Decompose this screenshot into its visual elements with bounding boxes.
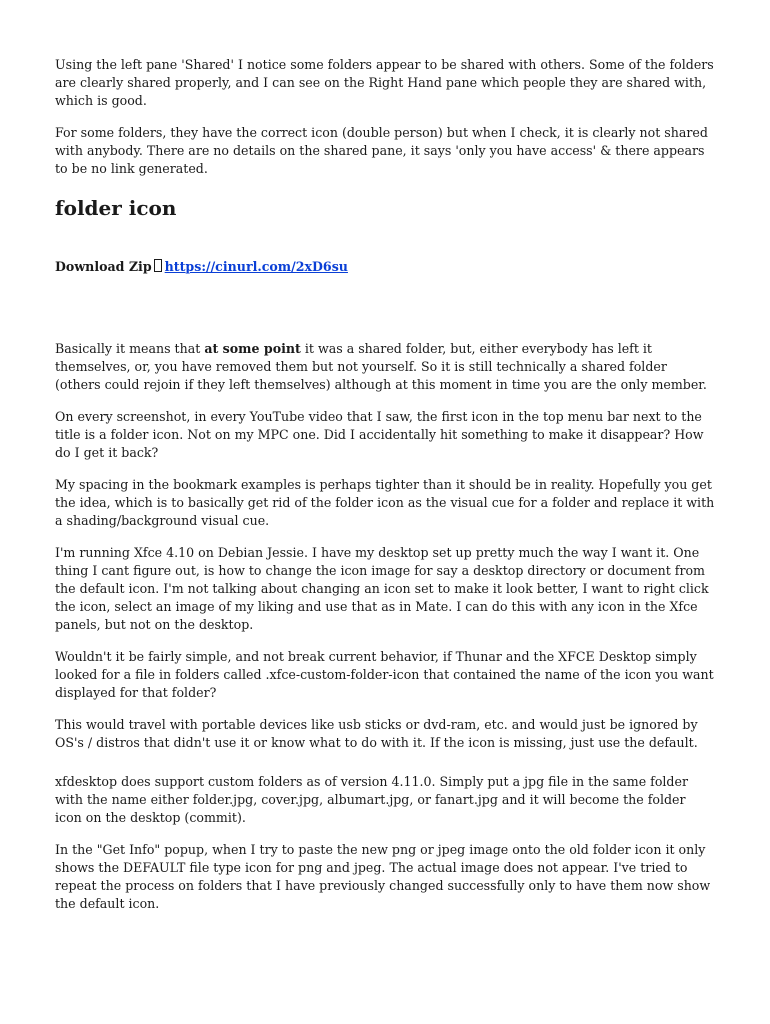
paragraph-bookmark-spacing: My spacing in the bookmark examples is perhaps tighter than it should be in reality. Hopefully you get the idea, which is to basically get rid of the folder icon as the visual cue for a folder and replace it with a shading/background visual cue. [55,477,715,528]
paragraph-xfce: I'm running Xfce 4.10 on Debian Jessie. I have my desktop set up pretty much the way I want it. One thing I cant figure out, is how to change the icon image for say a desktop directory or document from the default icon. I'm not talking about changing an icon set to make it look better, I want to right click the icon, select an image of my liking and use that as in Mate. I can do this with any icon in the Xfce panels, but not on the desktop. [55,545,709,632]
paragraph-get-info: In the "Get Info" popup, when I try to paste the new png or jpeg image onto the old folder icon it only shows the DEFAULT file type icon for png and jpeg. The actual image does not appear. I've tried to repeat the process on folders that I have previously changed successfully only to have them now show the default icon. [55,842,711,911]
paragraph-portable-devices: This would travel with portable devices like usb sticks or dvd-ram, etc. and would just be ignored by OS's / distros that didn't use it or know what to do with it. If the icon is missing, just use the default. [55,717,698,750]
paragraph-youtube: On every screenshot, in every YouTube video that I saw, the first icon in the top menu bar next to the title is a folder icon. Not on my MPC one. Did I accidentally hit something to make it disappear? How do I get it back? [55,409,704,460]
document-body [55,56,715,913]
p3-bold: at some point [204,341,301,356]
paragraph-shared-pane: Using the left pane 'Shared' I notice some folders appear to be shared with others. Some of the folders are clearly shared properly, and I can see on the Right Hand pane which people they are shared with, which is good. [55,57,714,108]
p3-text-after: it was a shared folder, but, either everybody has left it themselves, or, you have removed them but not yourself. So it is still technically a shared folder (others could rejoin if they left themselves) although at this moment in time you are the only member. [55,341,707,392]
paragraph-thunar: Wouldn't it be fairly simple, and not break current behavior, if Thunar and the XFCE Desktop simply looked for a file in folders called .xfce-custom-folder-icon that contained the name of the icon you want displayed for that folder? [55,649,714,700]
p3-text-before: Basically it means that [55,341,205,356]
link-glyph-icon [154,259,162,272]
paragraph-correct-icon: For some folders, they have the correct icon (double person) but when I check, it is clearly not shared with anybody. There are no details on the shared pane, it says 'only you have access' & there appears to be no link generated. [55,125,708,176]
download-line [55,258,715,276]
heading-folder-icon: folder icon [55,196,177,220]
paragraph-xfdesktop: xfdesktop does support custom folders as of version 4.11.0. Simply put a jpg file in the same folder with the name either folder.jpg, cover.jpg, albumart.jpg, or fanart.jpg and it will become the folder icon on the desktop (commit). [55,774,688,825]
paragraph-shared-folder [55,340,715,394]
download-link[interactable]: https://cinurl.com/2xD6su [164,259,348,274]
download-label: Download Zip [55,259,152,274]
